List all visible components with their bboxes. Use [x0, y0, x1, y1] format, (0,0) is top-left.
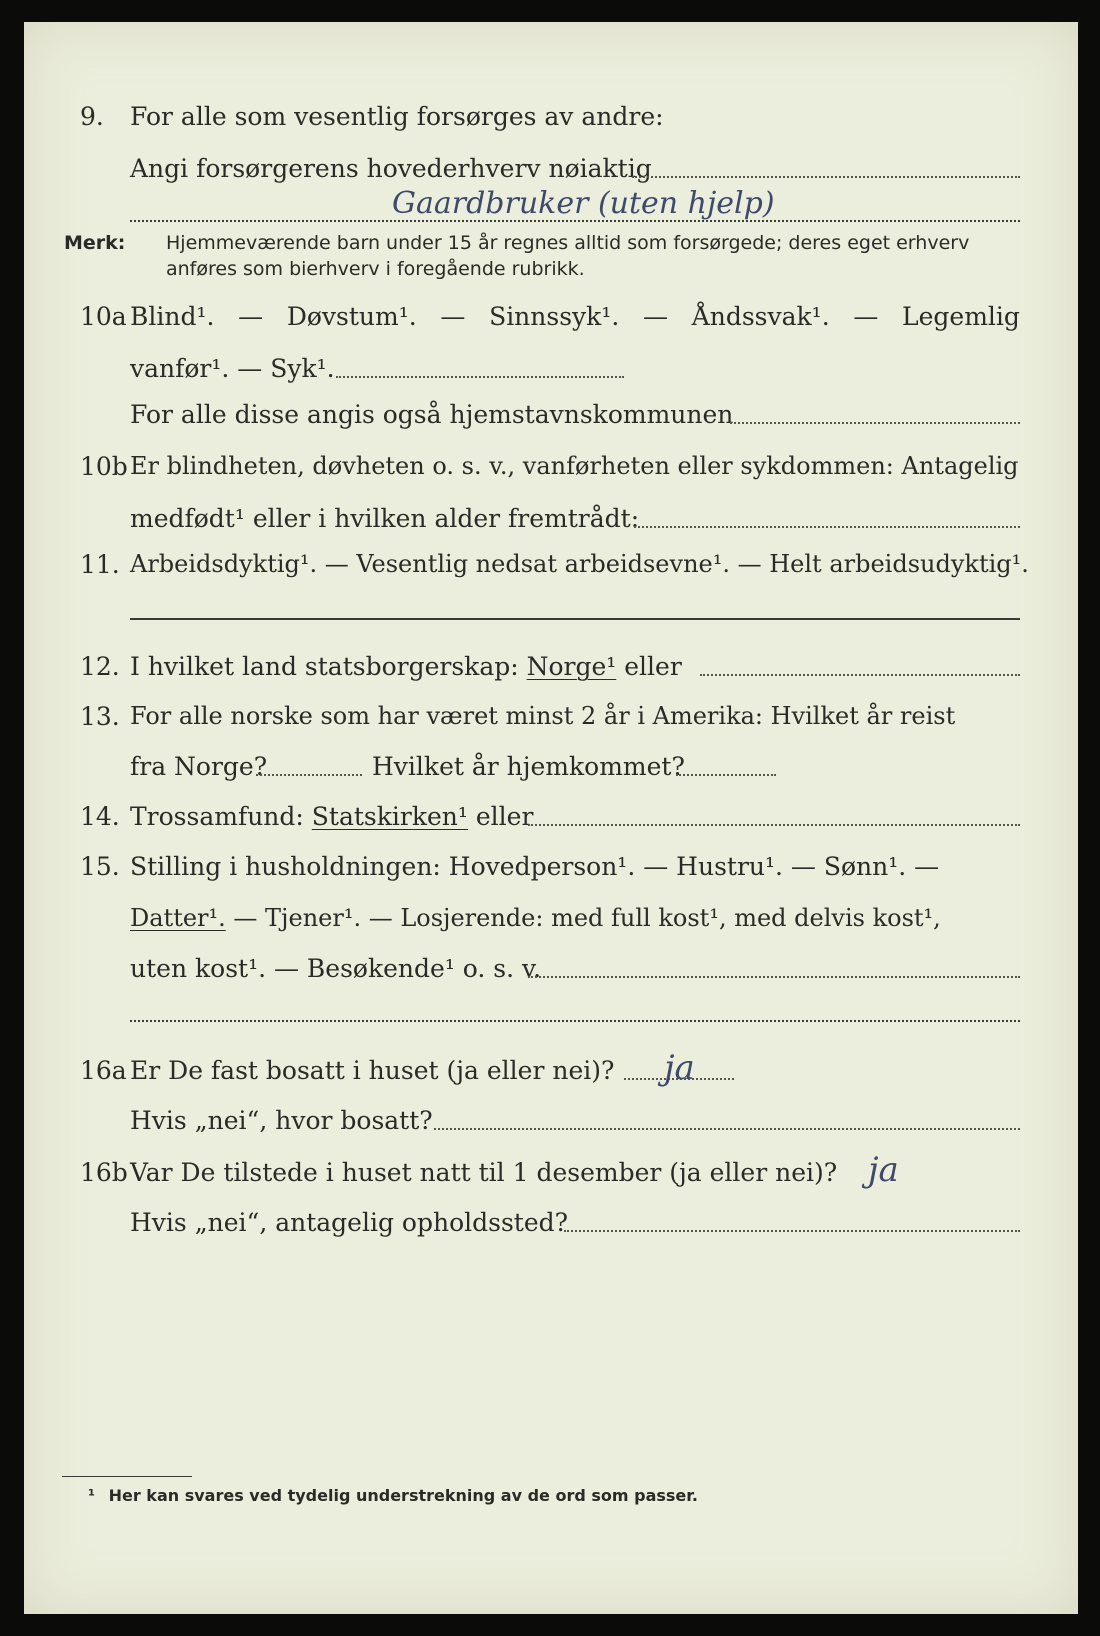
q14-question [130, 802, 533, 831]
dash: — [642, 302, 668, 331]
option-blind[interactable]: Blind¹. [130, 302, 215, 331]
q10b-question-2: medfødt¹ eller i hvilken alder fremtrådt: [130, 504, 640, 533]
q16a-question: Er De fast bosatt i huset (ja eller nei)? [130, 1056, 615, 1085]
q10b-fill-line[interactable] [634, 526, 1020, 528]
q14-suffix: eller [475, 802, 534, 831]
q13-row-2 [24, 748, 1078, 790]
q14-row [24, 798, 1078, 840]
q16a-handwritten-answer: ja [664, 1048, 695, 1088]
merk-text-1: Hjemmeværende barn under 15 år regnes alltid som forsørgede; deres eget erhverv [166, 232, 970, 254]
dash: — [853, 302, 879, 331]
q16a-number: 16a [80, 1056, 127, 1085]
q10a-options [130, 302, 1020, 331]
q16b-opholdssted: Hvis „nei“, antagelig opholdssted? [130, 1208, 569, 1237]
q14-option-statskirken[interactable]: Statskirken¹ [311, 802, 468, 831]
q14-fill-line[interactable] [528, 824, 1020, 826]
q10a-row [24, 298, 1078, 340]
q9-instruction: Angi forsørgerens hovederhverv nøiaktig [130, 154, 652, 183]
q15-options-2 [130, 904, 941, 932]
option-dovstum[interactable]: Døvstum¹. [286, 302, 417, 331]
q11-answer-line[interactable] [130, 618, 1020, 620]
q13-question: For alle norske som har været minst 2 år i Amerika: Hvilket år reist [130, 702, 956, 730]
option-sinnssyk[interactable]: Sinnssyk¹. [489, 302, 620, 331]
q10b-row [24, 448, 1078, 490]
q11-options: Arbeidsdyktig¹. — Vesentlig nedsat arbeidsevne¹. — Helt arbeidsudyktig¹. [130, 550, 1029, 578]
q10a-options-2: vanfør¹. — Syk¹. [130, 354, 335, 383]
q12-option-norge[interactable]: Norge¹ [526, 652, 617, 681]
q13-hjemkommet-line[interactable] [676, 774, 776, 776]
q13-number: 13. [80, 702, 120, 731]
q14-prefix: Trossamfund: [130, 802, 304, 831]
footnote-mark: ¹ [88, 1486, 96, 1505]
footnote-rule [62, 1476, 192, 1477]
footnote [88, 1486, 698, 1505]
q15-option-datter[interactable]: Datter¹. [130, 904, 226, 932]
q15-row [24, 848, 1078, 890]
q9-row [24, 98, 1078, 140]
q10b-row-2 [24, 500, 1078, 542]
q10b-question: Er blindheten, døvheten o. s. v., vanførheten eller sykdommen: Antagelig [130, 452, 1019, 480]
q12-row [24, 648, 1078, 690]
census-form-page [24, 22, 1078, 1614]
q10a-hjemstavn-line[interactable] [730, 422, 1020, 424]
q10a-row-3 [24, 396, 1078, 438]
q9-handwritten-answer: Gaardbruker (uten hjelp) [392, 186, 775, 221]
q13-reist: fra Norge? [130, 752, 268, 781]
merk-label: Merk: [64, 232, 126, 254]
q16b-question: Var De tilstede i huset natt til 1 desember (ja eller nei)? [130, 1158, 838, 1187]
q16a-bosatt: Hvis „nei“, hvor bosatt? [130, 1106, 433, 1135]
q15-options-3: uten kost¹. — Besøkende¹ o. s. v. [130, 954, 542, 983]
q16b-number: 16b [80, 1158, 128, 1187]
q13-reist-line[interactable] [256, 774, 362, 776]
q11-row [24, 546, 1078, 588]
q12-fill-line[interactable] [700, 674, 1020, 676]
q9-answer-line[interactable] [130, 220, 1020, 222]
q15-row-3 [24, 950, 1078, 992]
q15-row-2 [24, 900, 1078, 942]
q12-suffix: eller [624, 652, 682, 681]
merk-text-2: anføres som bierhverv i foregående rubrikk. [166, 258, 585, 280]
q11-number: 11. [80, 550, 120, 579]
q15-answer-line[interactable] [130, 1020, 1020, 1022]
q10a-hjemstavn: For alle disse angis også hjemstavnskommunen [130, 400, 734, 429]
q16b-handwritten-answer: ja [868, 1150, 899, 1190]
option-andssvak[interactable]: Åndssvak¹. [691, 302, 830, 331]
q13-hjemkommet: Hvilket år hjemkommet? [372, 752, 685, 781]
q9-fill-line[interactable] [632, 176, 1020, 178]
q12-question [130, 652, 682, 681]
q10b-number: 10b [80, 452, 128, 481]
q16b-opholdssted-line[interactable] [564, 1230, 1020, 1232]
option-legemlig[interactable]: Legemlig [902, 302, 1020, 331]
q16a-row-2 [24, 1102, 1078, 1144]
dash: — [440, 302, 466, 331]
q9-question: For alle som vesentlig forsørges av andre: [130, 102, 664, 131]
q12-prefix: I hvilket land statsborgerskap: [130, 652, 519, 681]
dash: — [238, 302, 264, 331]
q10a-number: 10a [80, 302, 127, 331]
q13-row [24, 698, 1078, 740]
q15-number: 15. [80, 852, 120, 881]
q16b-row [24, 1154, 1078, 1196]
q15-options-1: Stilling i husholdningen: Hovedperson¹. — Hustru¹. — Sønn¹. — [130, 852, 940, 881]
q16a-bosatt-line[interactable] [434, 1128, 1020, 1130]
q14-number: 14. [80, 802, 120, 831]
q10a-row-2 [24, 350, 1078, 392]
q10a-fill-line[interactable] [336, 376, 624, 378]
q16b-row-2 [24, 1204, 1078, 1246]
footnote-text: Her kan svares ved tydelig understrekning av de ord som passer. [108, 1486, 698, 1505]
q12-number: 12. [80, 652, 120, 681]
q15-options-rest: — Tjener¹. — Losjerende: med full kost¹, med delvis kost¹, [233, 904, 941, 932]
q15-fill-line[interactable] [528, 976, 1020, 978]
q16a-row [24, 1052, 1078, 1094]
q9-number: 9. [80, 102, 104, 131]
